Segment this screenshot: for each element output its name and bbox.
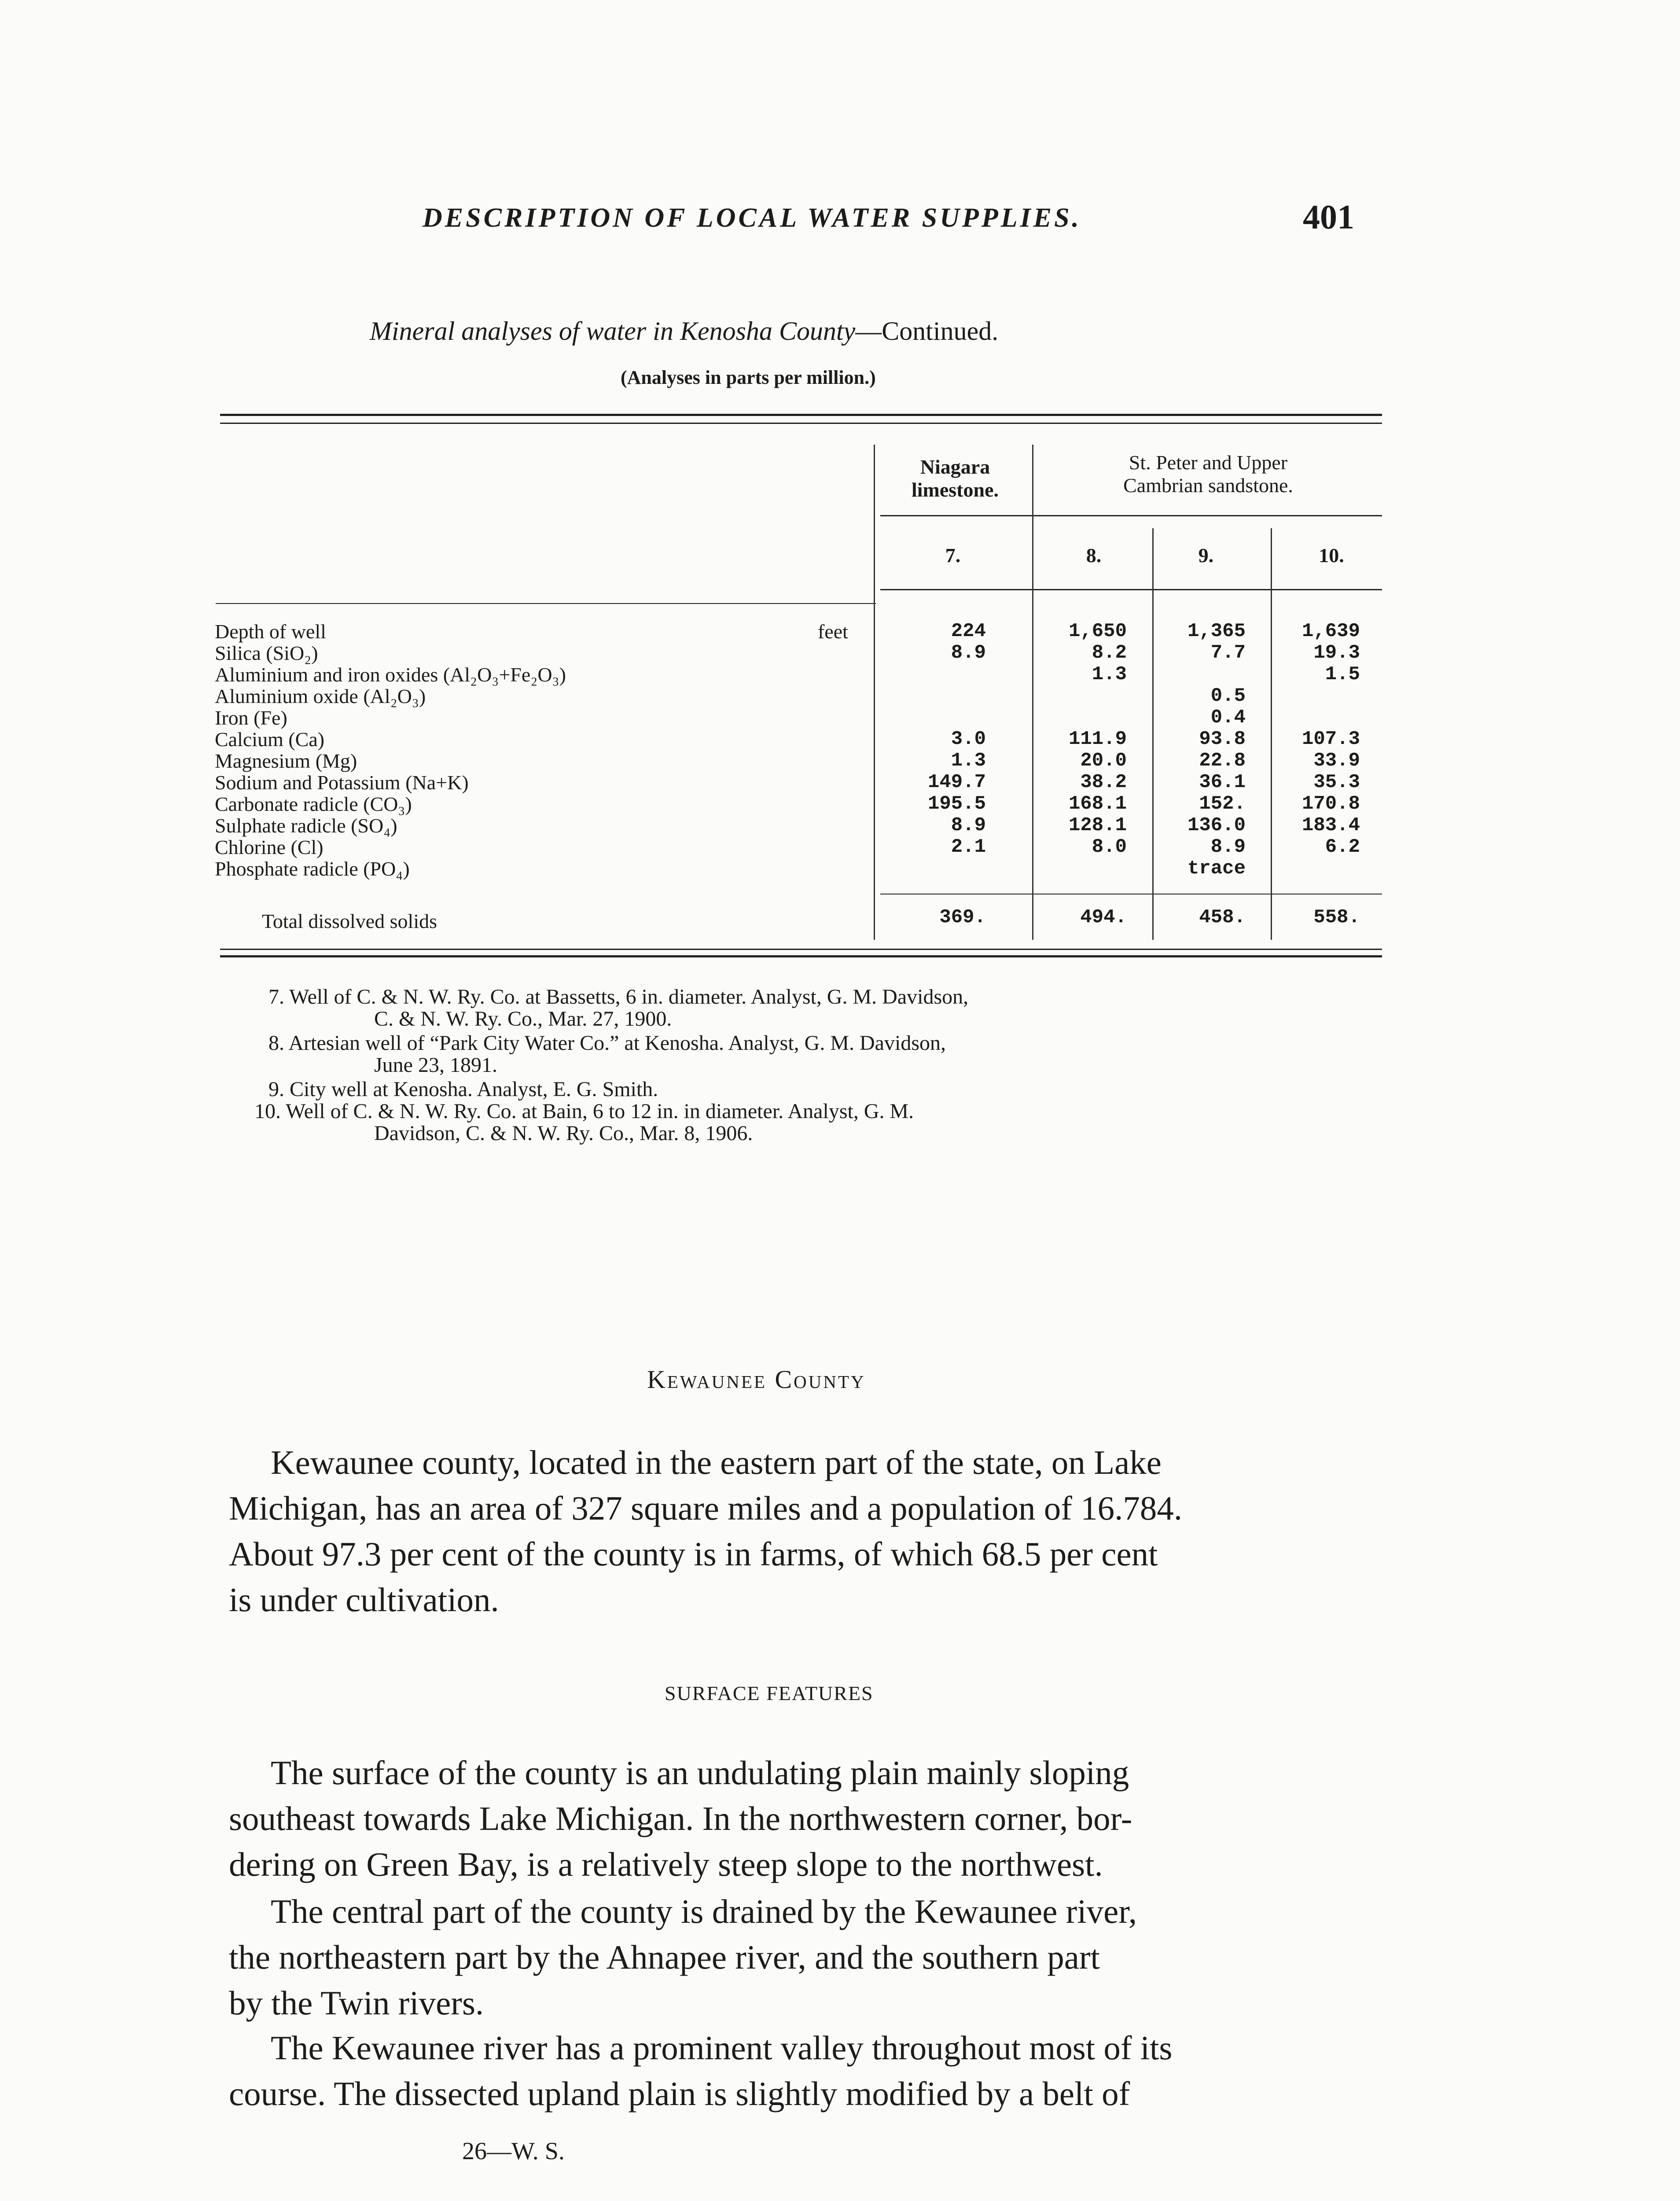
table-top-rule-2	[220, 423, 1382, 424]
table-top-rule-1	[220, 414, 1382, 416]
footnote-line: 9. City well at Kenosha. Analyst, E. G. Smith.	[268, 1078, 658, 1101]
table-cell: 183.4	[1301, 814, 1360, 836]
group-header-st-peter-line2: Cambrian sandstone.	[1123, 474, 1293, 497]
group-header-st-peter-line1: St. Peter and Upper	[1129, 451, 1288, 474]
table-cell: 152.	[1199, 793, 1246, 815]
footnote-7	[268, 986, 968, 1030]
page-number: 401	[1303, 198, 1354, 236]
table-cell: 1.3	[951, 750, 986, 772]
table-cell: 20.0	[1080, 750, 1127, 772]
table-cell: 128.1	[1068, 814, 1127, 836]
table-cell: 136.0	[1187, 814, 1246, 836]
paragraph-drainage	[229, 1888, 1400, 2026]
table-cell: 22.8	[1199, 750, 1246, 772]
section-title: Kewaunee County	[647, 1365, 866, 1394]
row-label: Aluminium oxide (Al₂O₃)	[215, 685, 426, 707]
table-bottom-rule-1	[220, 949, 1382, 950]
paragraph-line: is under cultivation.	[229, 1581, 499, 1619]
total-cell: 369.	[939, 906, 986, 928]
table-cell: 3.0	[951, 728, 986, 750]
table-cell: 0.5	[1210, 685, 1246, 707]
paragraph-line: The surface of the county is an undulating plain mainly sloping	[271, 1754, 1129, 1792]
table-cell: 8.2	[1092, 642, 1127, 664]
paragraph-valley	[229, 2025, 1400, 2116]
row-label: Phosphate radicle (PO₄)	[215, 858, 410, 880]
paragraph-line: Kewaunee county, located in the eastern part of the state, on Lake	[271, 1443, 1162, 1481]
colnum-row-rule	[880, 589, 1382, 590]
col-divider-3	[1152, 528, 1154, 940]
row-label	[215, 620, 848, 643]
stub-rule	[216, 603, 876, 604]
row-label: Sulphate radicle (SO₄)	[215, 814, 397, 837]
group-header-niagara-line1: Niagara	[920, 456, 990, 478]
total-cell: 494.	[1080, 906, 1127, 928]
paragraph-intro	[229, 1439, 1400, 1623]
row-label-text: Depth of well	[215, 620, 326, 643]
footnote-line: 8. Artesian well of “Park City Water Co.” at Kenosha. Analyst, G. M. Davidson,	[268, 1031, 946, 1055]
paragraph-line: The Kewaunee river has a prominent valley throughout most of its	[271, 2029, 1173, 2067]
footnote-9	[268, 1078, 658, 1100]
column-number-9: 9.	[1198, 544, 1214, 567]
running-head: DESCRIPTION OF LOCAL WATER SUPPLIES.	[423, 203, 1082, 233]
table-cell: 1,639	[1301, 620, 1360, 642]
table-cell: 224	[951, 620, 986, 642]
table-cell: trace	[1187, 858, 1246, 880]
column-number-10: 10.	[1319, 544, 1344, 567]
table-cell: 1.3	[1092, 663, 1127, 685]
footnote-line: June 23, 1891.	[374, 1053, 497, 1077]
paragraph-line: The central part of the county is drained by the Kewaunee river,	[271, 1892, 1137, 1930]
row-label: Magnesium (Mg)	[215, 750, 357, 772]
table-cell: 0.4	[1210, 707, 1246, 729]
footnote-line: 7. Well of C. & N. W. Ry. Co. at Bassetts, 6 in. diameter. Analyst, G. M. Davidson,	[268, 985, 969, 1008]
group-header-niagara-line2: limestone.	[911, 478, 999, 501]
paragraph-line: About 97.3 per cent of the county is in farms, of which 68.5 per cent	[229, 1535, 1158, 1573]
table-title-suffix: —Continued.	[855, 317, 999, 346]
table-title-text: Mineral analyses of water in Kenosha County	[370, 317, 856, 346]
table-cell: 7.7	[1210, 642, 1246, 664]
row-label: Chlorine (Cl)	[215, 836, 324, 858]
paragraph-line: course. The dissected upland plain is slightly modified by a belt of	[229, 2075, 1130, 2113]
total-cell: 558.	[1313, 906, 1360, 928]
col-divider-2	[1032, 445, 1033, 940]
paragraph-line: southeast towards Lake Michigan. In the northwestern corner, bor-	[229, 1800, 1132, 1837]
table-cell: 170.8	[1301, 793, 1360, 815]
paragraph-line: the northeastern part by the Ahnapee river, and the southern part	[229, 1938, 1100, 1976]
table-cell: 8.9	[951, 814, 986, 836]
col-divider-1	[874, 445, 875, 940]
table-cell: 6.2	[1325, 836, 1360, 858]
header-row-rule	[880, 515, 1382, 516]
table-bottom-rule-2	[220, 955, 1382, 957]
table-cell: 38.2	[1080, 771, 1127, 793]
table-cell: 2.1	[951, 836, 986, 858]
total-row-label: Total dissolved solids	[262, 910, 437, 932]
total-cell: 458.	[1199, 906, 1246, 928]
column-number-7: 7.	[945, 544, 961, 567]
group-header-niagara	[878, 456, 1032, 501]
footnote-10	[254, 1100, 914, 1145]
table-cell: 195.5	[927, 793, 986, 815]
table-subtitle: (Analyses in parts per million.)	[621, 367, 876, 388]
table-cell: 168.1	[1068, 793, 1127, 815]
row-label: Sodium and Potassium (Na+K)	[215, 771, 469, 794]
table-cell: 35.3	[1313, 771, 1360, 793]
paragraph-surface	[229, 1750, 1400, 1887]
subsection-title: SURFACE FEATURES	[665, 1682, 874, 1704]
table-cell: 1,650	[1068, 620, 1127, 642]
footnote-line: C. & N. W. Ry. Co., Mar. 27, 1900.	[374, 1007, 672, 1031]
table-cell: 8.9	[951, 642, 986, 664]
row-label: Iron (Fe)	[215, 707, 287, 729]
table-cell: 149.7	[927, 771, 986, 793]
footnote-line: Davidson, C. & N. W. Ry. Co., Mar. 8, 1906.	[374, 1122, 753, 1145]
table-cell: 107.3	[1301, 728, 1360, 750]
group-header-st-peter	[1037, 451, 1380, 497]
column-number-8: 8.	[1086, 544, 1102, 567]
table-title	[370, 316, 998, 346]
paragraph-line: Michigan, has an area of 327 square miles and a population of 16.784.	[229, 1489, 1183, 1527]
table-cell: 111.9	[1068, 728, 1127, 750]
row-label: Carbonate radicle (CO₃)	[215, 793, 412, 815]
row-label: Calcium (Ca)	[215, 728, 325, 751]
table-cell: 93.8	[1199, 728, 1246, 750]
footnote-line: 10. Well of C. & N. W. Ry. Co. at Bain, 6 to 12 in. in diameter. Analyst, G. M.	[254, 1100, 914, 1123]
row-unit: feet	[818, 620, 848, 643]
table-cell: 1,365	[1187, 620, 1246, 642]
table-cell: 36.1	[1199, 771, 1246, 793]
footnote-8	[268, 1032, 946, 1076]
table-cell: 8.9	[1210, 836, 1246, 858]
table-cell: 33.9	[1313, 750, 1360, 772]
row-label: Silica (SiO₂)	[215, 642, 318, 664]
paragraph-line: by the Twin rivers.	[229, 1984, 484, 2022]
footer-signature: 26—W. S.	[462, 2138, 565, 2165]
row-label: Aluminium and iron oxides (Al₂O₃+Fe₂O₃)	[215, 663, 566, 686]
table-cell: 8.0	[1092, 836, 1127, 858]
paragraph-line: dering on Green Bay, is a relatively steep slope to the northwest.	[229, 1845, 1103, 1883]
table-cell: 19.3	[1313, 642, 1360, 664]
table-cell: 1.5	[1325, 663, 1360, 685]
